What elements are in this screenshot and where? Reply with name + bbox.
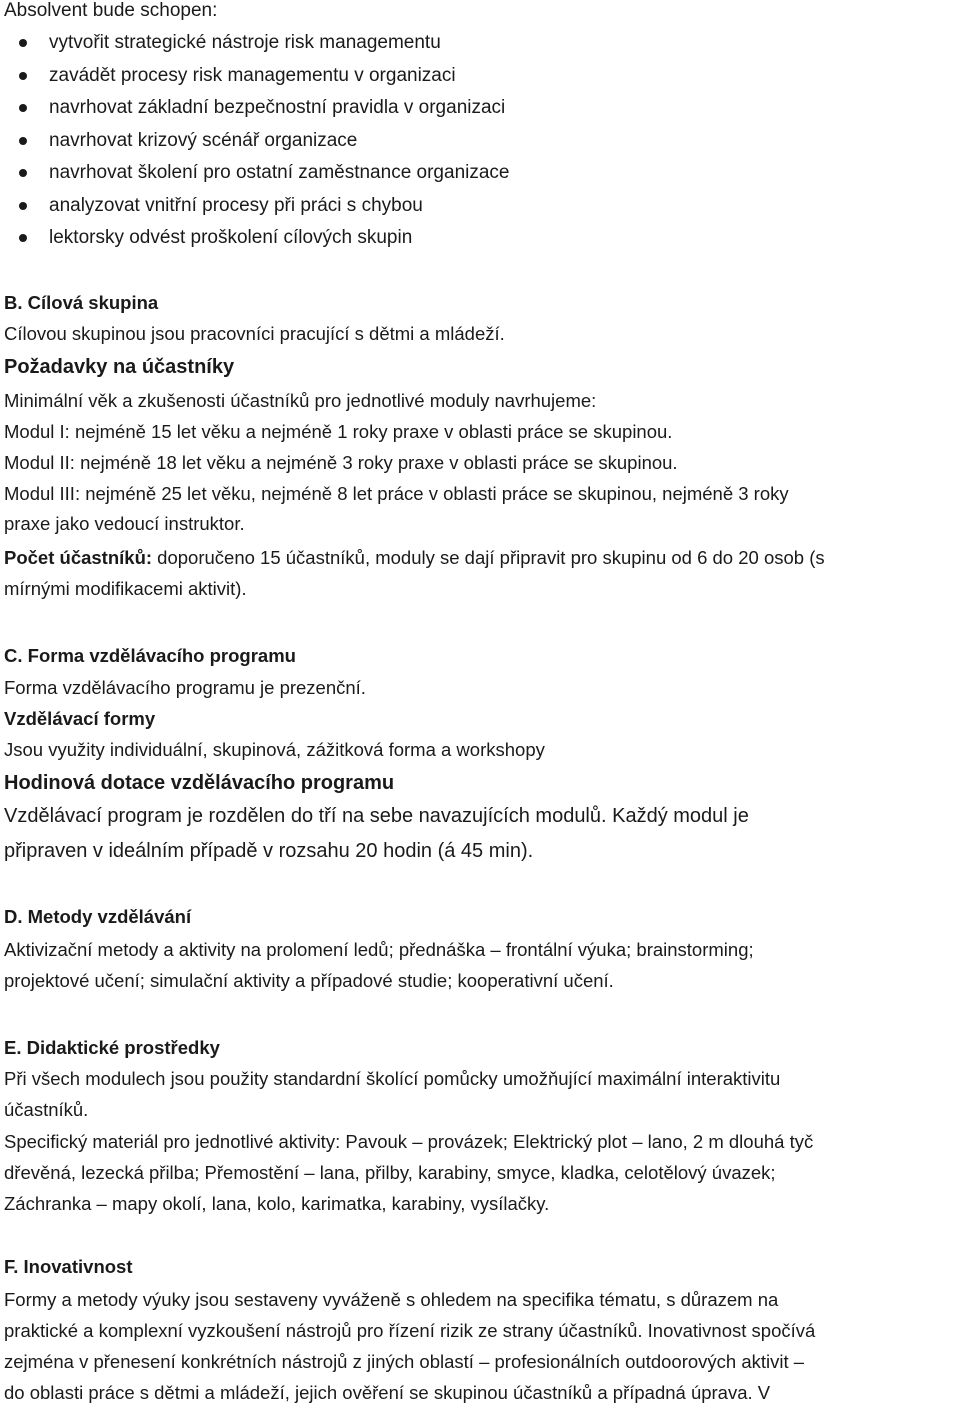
section-e-text: Při všech modulech jsou použity standardní školící pomůcky umožňující maximální interaktivitu	[4, 1068, 781, 1089]
bullet-icon	[19, 202, 27, 210]
section-f-text-3: zejména v přenesení konkrétních nástrojů z jiných oblastí – profesionálních outdoorových aktivit –	[4, 1351, 805, 1372]
section-e-materials-end: Záchranka – mapy okolí, lana, kolo, karimatka, karabiny, vysílačky.	[4, 1193, 550, 1214]
hours-heading: Hodinová dotace vzdělávacího programu	[4, 772, 395, 794]
section-e-text-cont: účastníků.	[4, 1099, 89, 1120]
bullet-icon	[19, 104, 27, 112]
bullet-icon	[19, 234, 27, 242]
section-d-text: Aktivizační metody a aktivity na prolomení ledů; přednáška – frontální výuka; brainstorming;	[4, 939, 754, 960]
hours-text: Vzdělávací program je rozdělen do tří na sebe navazujících modulů. Každý modul je	[4, 805, 749, 827]
section-c-heading: C. Forma vzdělávacího programu	[4, 645, 296, 666]
section-c-text: Forma vzdělávacího programu je prezenční.	[4, 677, 366, 698]
list-item: zavádět procesy risk managementu v organizaci	[49, 65, 456, 86]
section-e-materials: Specifický materiál pro jednotlivé aktivity: Pavouk – provázek; Elektrický plot – lano, 2 m dlouhá tyč	[4, 1131, 814, 1152]
list-item: navrhovat školení pro ostatní zaměstnance organizace	[49, 162, 510, 183]
participant-count	[4, 547, 825, 569]
section-f-text-2: praktické a komplexní vyzkoušení nástrojů pro řízení rizik ze strany účastníků. Inovativnost spočívá	[4, 1320, 816, 1341]
requirements-heading: Požadavky na účastníky	[4, 356, 235, 378]
participant-count-label: Počet účastníků:	[4, 547, 153, 568]
section-e-heading: E. Didaktické prostředky	[4, 1037, 220, 1058]
bullet-icon	[19, 137, 27, 145]
module-2-requirement: Modul II: nejméně 18 let věku a nejméně 3 roky praxe v oblasti práce se skupinou.	[4, 452, 678, 473]
outcomes-intro: Absolvent bude schopen:	[4, 0, 218, 21]
section-d-heading: D. Metody vzdělávání	[4, 906, 192, 927]
section-f-text: Formy a metody výuky jsou sestaveny vyváženě s ohledem na specifika tématu, s důrazem na	[4, 1289, 779, 1310]
section-f-text-4: do oblasti práce s dětmi a mládeží, jejich ověření se skupinou účastníků a případná úprava. V	[4, 1382, 771, 1403]
module-3-requirement-cont: praxe jako vedoucí instruktor.	[4, 513, 245, 534]
forms-text: Jsou využity individuální, skupinová, zážitková forma a workshopy	[4, 739, 545, 760]
list-item: analyzovat vnitřní procesy při práci s chybou	[49, 195, 423, 216]
participant-count-cont: mírnými modifikacemi aktivit).	[4, 578, 247, 599]
section-b-heading: B. Cílová skupina	[4, 292, 159, 313]
requirements-intro: Minimální věk a zkušenosti účastníků pro jednotlivé moduly navrhujeme:	[4, 390, 597, 411]
section-e-materials-cont: dřevěná, lezecká přilba; Přemostění – lana, přilby, karabiny, smyce, kladka, celotělový úvazek;	[4, 1162, 776, 1183]
bullet-icon	[19, 39, 27, 47]
bullet-icon	[19, 169, 27, 177]
module-3-requirement: Modul III: nejméně 25 let věku, nejméně 8 let práce v oblasti práce se skupinou, nejméně 3 roky	[4, 483, 789, 504]
bullet-icon	[19, 72, 27, 80]
list-item: vytvořit strategické nástroje risk managementu	[49, 32, 441, 53]
hours-text-cont: připraven v ideálním případě v rozsahu 20 hodin (á 45 min).	[4, 840, 534, 862]
section-b-text: Cílovou skupinou jsou pracovníci pracující s dětmi a mládeží.	[4, 323, 505, 344]
list-item: lektorsky odvést proškolení cílových skupin	[49, 227, 413, 248]
list-item: navrhovat základní bezpečnostní pravidla v organizaci	[49, 97, 506, 118]
module-1-requirement: Modul I: nejméně 15 let věku a nejméně 1 roky praxe v oblasti práce se skupinou.	[4, 421, 673, 442]
section-f-heading: F. Inovativnost	[4, 1256, 133, 1277]
participant-count-text: doporučeno 15 účastníků, moduly se dají připravit pro skupinu od 6 do 20 osob (s	[152, 547, 825, 568]
list-item: navrhovat krizový scénář organizace	[49, 130, 358, 151]
forms-heading: Vzdělávací formy	[4, 708, 156, 729]
section-d-text-cont: projektové učení; simulační aktivity a případové studie; kooperativní učení.	[4, 970, 614, 991]
